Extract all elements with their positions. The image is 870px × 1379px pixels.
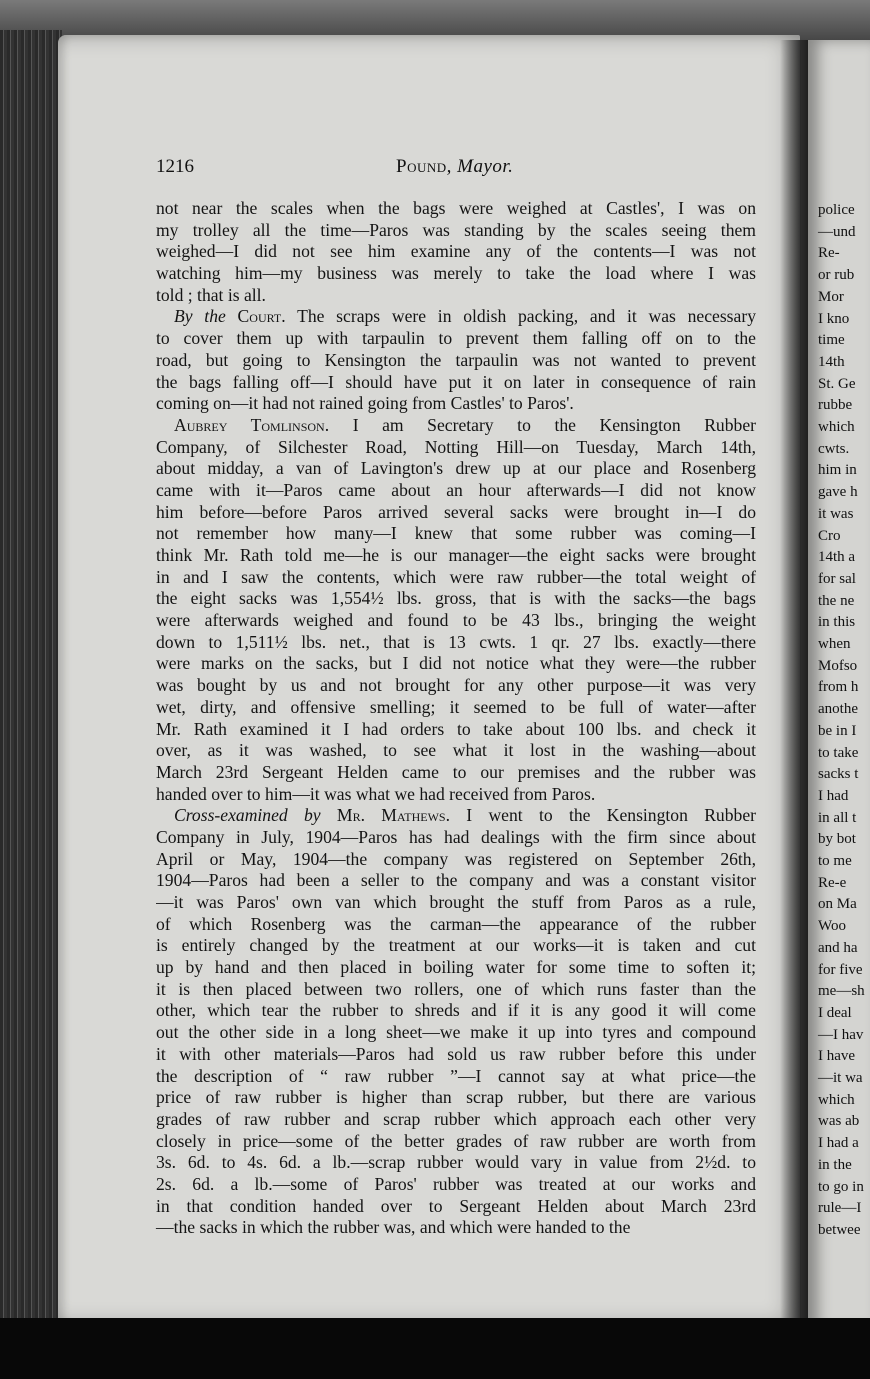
facing-page-line: or rub [818, 267, 855, 284]
facing-page-line: anothe [818, 701, 858, 718]
facing-page-line: to me [818, 853, 852, 869]
paragraph [156, 415, 756, 805]
text-line: were marks on the sacks, but I did not notice what they were—the rubber [156, 653, 756, 674]
facing-page-line: —und [818, 223, 856, 240]
text-line: about midday, a van of Lavington's drew up at our place and Rosenberg [156, 458, 756, 479]
bottom-background-strip [0, 1318, 870, 1379]
facing-page-line: St. Ge [818, 375, 856, 392]
facing-page-line: for five [818, 961, 863, 978]
facing-page-line: which [818, 419, 855, 435]
text-line: was bought by us and not brought for any other purpose—it was very [156, 675, 756, 696]
text-line: it with other materials—Paros had sold us raw rubber before this under [156, 1043, 756, 1064]
line-text: I am Secretary to the Kensington Rubber [352, 414, 756, 435]
facing-page-line: for sal [818, 570, 856, 587]
facing-page-line: in this [818, 614, 856, 631]
running-head-surname: Pound [396, 156, 447, 177]
text-line: the eight sacks was 1,554½ lbs. gross, that is with the sacks—the bags [156, 588, 756, 609]
facing-page-line: Re- [818, 245, 840, 262]
speaker-name: Aubrey Tomlinson. [174, 414, 330, 435]
facing-page-line: sacks t [818, 766, 859, 783]
facing-page-line: Re-e [818, 874, 847, 891]
facing-page-line: and ha [818, 939, 858, 956]
text-line: him before—before Paros arrived several sacks were brought in—I do [156, 501, 756, 522]
text-line: up by hand and then placed in boiling water for some time to soften it; [156, 957, 756, 978]
running-head-title: , Mayor. [446, 156, 514, 177]
text-line [156, 805, 756, 827]
text-line: closely in price—some of the better grades of raw rubber are worth from [156, 1130, 756, 1151]
facing-page-line: I have [818, 1048, 856, 1065]
text-line: road, but going to Kensington the tarpaulin was not wanted to prevent [156, 349, 756, 370]
facing-page-line: —it wa [818, 1070, 863, 1086]
text-line: wet, dirty, and offensive smelling; it seemed to be full of water—after [156, 696, 756, 717]
facing-page [808, 40, 870, 1330]
text-line: 2s. 6d. a lb.—some of Paros' rubber was treated at our works and [156, 1173, 756, 1194]
text-line: of which Rosenberg was the carman—the appearance of the rubber [156, 913, 756, 934]
text-line: 3s. 6d. to 4s. 6d. a lb.—scrap rubber would vary in value from 2½d. to [156, 1152, 756, 1173]
facing-page-line: to take [818, 744, 859, 761]
text-line: in and I saw the contents, which were raw rubber—the total weight of [156, 566, 756, 587]
text-line: it is then placed between two rollers, one of which runs faster than the [156, 978, 756, 999]
text-line: were afterwards weighed and found to be 43 lbs., bringing the weight [156, 610, 756, 631]
text-line: not near the scales when the bags were weighed at Castles', I was on [156, 198, 756, 218]
facing-page-line: in the [818, 1156, 852, 1173]
text-line: think Mr. Rath told me—he is our manager—the eight sacks were brought [156, 545, 756, 565]
text-line [156, 415, 756, 437]
facing-page-line: I kno [818, 310, 850, 327]
text-line: over, as it was washed, to see what it lost in the washing—about [156, 740, 756, 761]
text-line: grades of raw rubber and scrap rubber which approach each other very [156, 1108, 756, 1129]
facing-page-line: me—sh [818, 983, 865, 1000]
text-line: 1904—Paros had been a seller to the company and was a constant visitor [156, 870, 756, 891]
facing-page-line: —I hav [818, 1026, 864, 1043]
text-line: March 23rd Sergeant Helden came to our premises and the rubber was [156, 761, 756, 782]
text-line: —the sacks in which the rubber was, and which were handed to the [156, 1217, 631, 1238]
facing-page-line: I deal [818, 1004, 852, 1021]
page-number: 1216 [156, 156, 194, 177]
paragraph [156, 198, 756, 306]
lead-italic: By the [174, 306, 226, 327]
speaker-name: Mr. Mathews. [336, 805, 450, 826]
text-line: my trolley all the time—Paros was standing by the scales seeing them [156, 219, 756, 240]
facing-page-line: 14th [818, 353, 845, 370]
paragraph [156, 805, 756, 1239]
facing-page-line: to go in [818, 1178, 864, 1195]
facing-page-line: I had a [818, 1135, 859, 1152]
line-text: I went to the Kensington Rubber [466, 805, 756, 826]
facing-page-line: time [818, 332, 845, 349]
text-line: the description of “ raw rubber ”—I cannot say at what price—the [156, 1065, 756, 1086]
facing-page-line: Mofso [818, 657, 858, 674]
facing-page-line: from h [818, 679, 859, 696]
facing-page-line: Woo [818, 918, 846, 935]
facing-page-line: the ne [818, 592, 855, 609]
facing-page-line: I had [818, 787, 849, 804]
text-line: not remember how many—I knew that some rubber was coming—I [156, 523, 756, 544]
facing-page-line: by bot [818, 831, 856, 848]
speaker-name: Court. [237, 306, 286, 327]
facing-page-line: when [818, 636, 851, 652]
text-line: Mr. Rath examined it I had orders to take about 100 lbs. and check it [156, 718, 756, 739]
text-line: the bags falling off—I should have put it on later in consequence of rain [156, 371, 756, 392]
text-line: to cover them up with tarpaulin to prevent them falling off on to the [156, 328, 756, 349]
facing-page-line: Cro [818, 527, 841, 544]
paragraph [156, 306, 756, 414]
facing-page-line: gave h [818, 484, 858, 501]
facing-page-line: Mor [818, 288, 844, 305]
text-line: other, which tear the rubber to shreds and if it is any good it will come [156, 1000, 756, 1021]
facing-page-line: in all t [818, 809, 857, 826]
facing-page-line: on Ma [818, 896, 857, 913]
text-line [156, 306, 756, 328]
facing-page-line: cwts. [818, 440, 850, 457]
text-line: is entirely changed by the treatment at our works—it is taken and cut [156, 935, 756, 956]
text-line: April or May, 1904—the company was registered on September 26th, [156, 848, 756, 869]
running-head [396, 156, 513, 178]
text-line: Company in July, 1904—Paros has had dealings with the firm since about [156, 826, 756, 847]
facing-page-line: which [818, 1091, 855, 1108]
text-line: watching him—my business was merely to take the load where I was [156, 263, 756, 284]
facing-page-line: police [818, 202, 855, 218]
text-line: handed over to him—it was what we had received from Paros. [156, 783, 596, 804]
facing-page-line: 14th a [818, 549, 856, 566]
facing-page-line: rubbe [818, 397, 853, 414]
lead-italic: Cross-examined by [174, 805, 321, 826]
text-line: —it was Paros' own van which brought the stuff from Paros as a rule, [156, 892, 756, 912]
text-line: down to 1,511½ lbs. net., that is 13 cwts. 1 qr. 27 lbs. exactly—there [156, 631, 756, 652]
page-edges-left [0, 30, 62, 1320]
body-text [156, 198, 756, 1239]
facing-page-line: was ab [818, 1113, 860, 1130]
text-line: out the other side in a long sheet—we make it up into tyres and compound [156, 1022, 756, 1043]
facing-page-line: be in I [818, 722, 857, 739]
text-line: weighed—I did not see him examine any of the contents—I was not [156, 241, 756, 262]
facing-page-line: him in [818, 462, 857, 479]
text-line: Company, of Silchester Road, Notting Hill—on Tuesday, March 14th, [156, 436, 756, 457]
text-line: price of raw rubber is higher than scrap rubber, but there are various [156, 1087, 756, 1108]
text-line: coming on—it had not rained going from Castles' to Paros'. [156, 393, 574, 414]
text-line: came with it—Paros came about an hour afterwards—I did not know [156, 479, 756, 500]
text-line: told ; that is all. [156, 284, 266, 305]
text-line: in that condition handed over to Sergeant Helden about March 23rd [156, 1195, 756, 1216]
facing-page-line: betwee [818, 1221, 861, 1238]
facing-page-line: rule—I [818, 1200, 862, 1217]
facing-page-line: it was [818, 505, 854, 522]
line-text: The scraps were in oldish packing, and it was necessary [297, 306, 756, 327]
